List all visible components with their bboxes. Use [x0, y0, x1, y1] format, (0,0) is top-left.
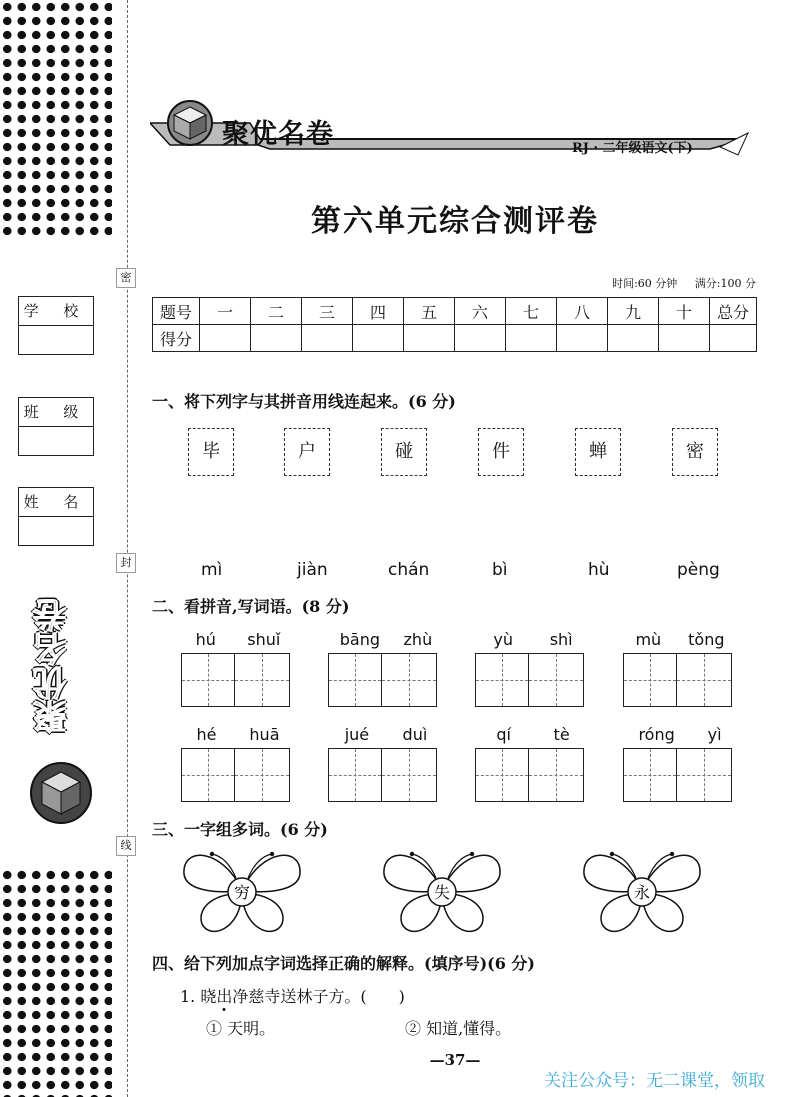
tian-cell[interactable]: [181, 748, 235, 802]
pinyin-pair: [180, 630, 296, 649]
writing-grid[interactable]: [475, 748, 585, 802]
pinyin-pair: [622, 630, 738, 649]
tian-cell[interactable]: [235, 748, 290, 802]
butterfly-char: 永: [633, 883, 651, 902]
class-field[interactable]: [18, 397, 94, 456]
table-cell: 六: [455, 298, 506, 325]
name-input[interactable]: [19, 517, 93, 545]
pinyin-option[interactable]: hù: [588, 560, 610, 580]
butterfly-word-diagram[interactable]: [382, 848, 502, 936]
pinyin-pair: [475, 725, 591, 744]
score-cell[interactable]: [404, 325, 455, 352]
pinyin-pair: [328, 630, 444, 649]
score-cell[interactable]: [302, 325, 353, 352]
table-cell: 七: [506, 298, 557, 325]
class-label: 班 级: [19, 398, 93, 427]
pinyin-syllable: jué: [344, 725, 370, 744]
full-score: 满分:100 分: [694, 277, 756, 290]
char-card[interactable]: 密: [672, 428, 718, 476]
butterfly-word-diagram[interactable]: [182, 848, 302, 936]
table-cell: 九: [608, 298, 659, 325]
q4-item-1: [180, 984, 405, 1007]
writing-grid[interactable]: [623, 748, 733, 802]
header-brand: 聚优名卷: [222, 119, 334, 150]
pinyin-option[interactable]: bì: [492, 560, 508, 580]
score-cell[interactable]: [455, 325, 506, 352]
pinyin-syllable: hé: [196, 725, 217, 744]
table-cell: 四: [353, 298, 404, 325]
score-cell[interactable]: [200, 325, 251, 352]
pinyin-syllable: shuǐ: [247, 630, 281, 649]
table-cell: 三: [302, 298, 353, 325]
pinyin-syllable: huā: [249, 725, 280, 744]
pinyin-pair: [622, 725, 738, 744]
writing-grid[interactable]: [623, 653, 733, 707]
tian-cell[interactable]: [529, 653, 584, 707]
tian-cell[interactable]: [382, 653, 437, 707]
pinyin-syllable: zhù: [403, 630, 433, 649]
writing-grid[interactable]: [475, 653, 585, 707]
watermark-text: 关注公众号：无二课堂，领取: [544, 1071, 765, 1091]
tian-cell[interactable]: [623, 653, 677, 707]
tian-cell[interactable]: [529, 748, 584, 802]
q4-item-1-rest[interactable]: 净慈寺送林子方。( ): [232, 987, 405, 1006]
time-limit: 时间:60 分钟: [612, 277, 678, 290]
tian-cell[interactable]: [235, 653, 290, 707]
table-cell: 题号: [153, 298, 200, 325]
writing-grid[interactable]: [181, 748, 291, 802]
pinyin-syllable: tè: [553, 725, 570, 744]
butterfly-char: 穷: [233, 883, 251, 902]
char-card[interactable]: 碰: [381, 428, 427, 476]
school-field[interactable]: [18, 296, 94, 355]
tian-cell[interactable]: [475, 653, 529, 707]
sidebar-brand-logo: 聚优名卷: [33, 598, 73, 734]
q4-option-2: ② 知道,懂得。: [405, 1019, 512, 1038]
pinyin-pair: [180, 725, 296, 744]
char-card[interactable]: 件: [478, 428, 524, 476]
writing-grid[interactable]: [328, 748, 438, 802]
tian-cell[interactable]: [328, 653, 382, 707]
table-cell: 一: [200, 298, 251, 325]
score-table-header-row: [153, 298, 757, 325]
dotted-char: 出: [216, 987, 233, 1006]
tian-cell[interactable]: [677, 653, 732, 707]
page-title: 第六单元综合测评卷: [311, 204, 599, 239]
exam-meta: [598, 275, 756, 291]
pinyin-option[interactable]: chán: [388, 560, 430, 580]
char-card[interactable]: 户: [284, 428, 330, 476]
score-cell[interactable]: [353, 325, 404, 352]
q4-title: 四、给下列加点字词选择正确的解释。(填序号)(6 分): [152, 954, 535, 973]
score-cell[interactable]: [710, 325, 757, 352]
score-cell[interactable]: [506, 325, 557, 352]
table-cell: 总分: [710, 298, 757, 325]
writing-grid[interactable]: [328, 653, 438, 707]
pinyin-syllable: duì: [402, 725, 428, 744]
char-card[interactable]: 蝉: [575, 428, 621, 476]
seal-mark-feng: 封: [116, 553, 136, 573]
tian-cell[interactable]: [623, 748, 677, 802]
class-input[interactable]: [19, 427, 93, 455]
score-table: [152, 297, 757, 352]
pinyin-option[interactable]: pèng: [677, 560, 720, 580]
butterfly-word-diagram[interactable]: [582, 848, 702, 936]
cube-logo-icon: [26, 758, 96, 828]
pinyin-pair: [328, 725, 444, 744]
seal-mark-mi: 密: [116, 268, 136, 288]
pinyin-syllable: qí: [496, 725, 511, 744]
pinyin-option[interactable]: mì: [201, 560, 223, 580]
pinyin-syllable: yù: [493, 630, 513, 649]
pinyin-option[interactable]: jiàn: [297, 560, 328, 580]
cut-line: [127, 0, 128, 1097]
name-label: 姓 名: [19, 488, 93, 517]
table-cell: 十: [659, 298, 710, 325]
school-input[interactable]: [19, 326, 93, 354]
pinyin-syllable: tǒng: [688, 630, 725, 649]
score-cell[interactable]: [557, 325, 608, 352]
score-table-score-row: [153, 325, 757, 352]
series-label: RJ · 二年级语文(下): [572, 141, 693, 156]
q1-title: 一、将下列字与其拼音用线连起来。(6 分): [152, 392, 456, 411]
table-cell: 八: [557, 298, 608, 325]
score-cell[interactable]: [251, 325, 302, 352]
tian-cell[interactable]: [382, 748, 437, 802]
pinyin-syllable: shì: [549, 630, 573, 649]
score-cell[interactable]: [659, 325, 710, 352]
pinyin-syllable: bāng: [339, 630, 381, 649]
page-number: —37—: [429, 1051, 481, 1069]
char-card[interactable]: 毕: [188, 428, 234, 476]
butterfly-char: 失: [433, 883, 451, 902]
table-cell: 五: [404, 298, 455, 325]
tian-cell[interactable]: [181, 653, 235, 707]
pinyin-pair: [475, 630, 591, 649]
table-cell: 二: [251, 298, 302, 325]
q2-title: 二、看拼音,写词语。(8 分): [152, 597, 350, 616]
pinyin-syllable: hú: [195, 630, 216, 649]
school-label: 学 校: [19, 297, 93, 326]
tian-cell[interactable]: [328, 748, 382, 802]
tian-cell[interactable]: [677, 748, 732, 802]
name-field[interactable]: [18, 487, 94, 546]
table-cell: 得分: [153, 325, 200, 352]
pinyin-syllable: mù: [635, 630, 662, 649]
seal-mark-xian: 线: [116, 836, 136, 856]
tian-cell[interactable]: [475, 748, 529, 802]
q4-item-1-prefix: 1. 晓: [180, 987, 217, 1006]
q3-title: 三、一字组多词。(6 分): [152, 820, 328, 839]
pinyin-syllable: yì: [707, 725, 722, 744]
writing-grid[interactable]: [181, 653, 291, 707]
q4-option-1: ① 天明。: [206, 1019, 276, 1038]
pinyin-syllable: róng: [638, 725, 675, 744]
score-cell[interactable]: [608, 325, 659, 352]
